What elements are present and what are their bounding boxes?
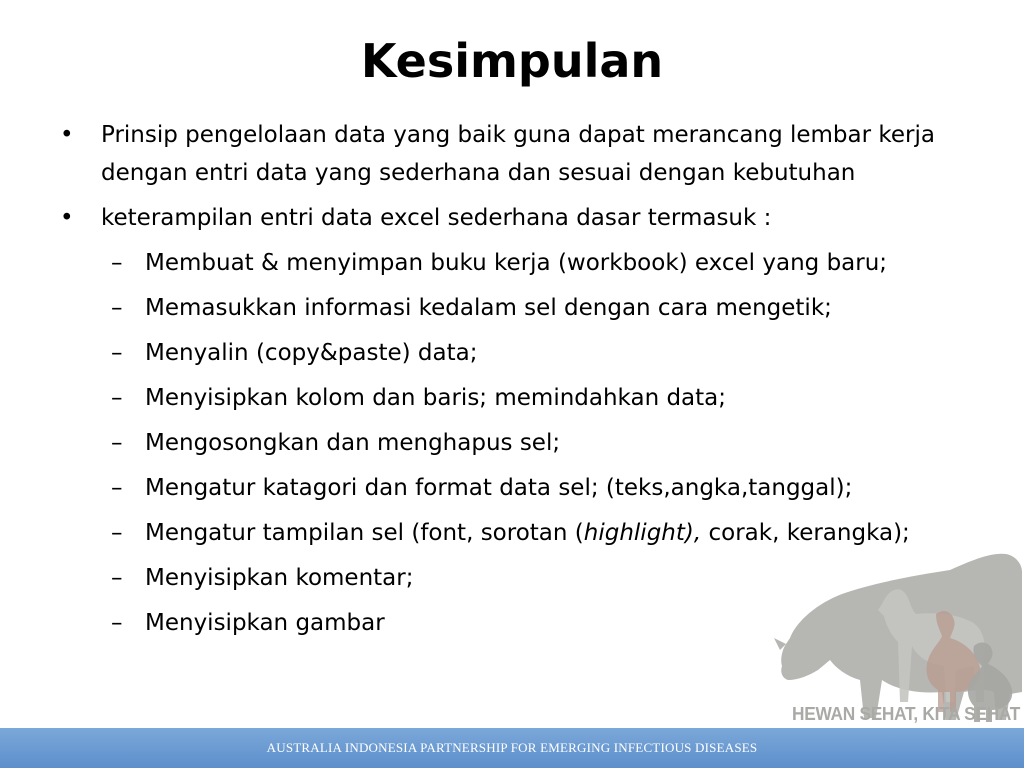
footer-text: AUSTRALIA INDONESIA PARTNERSHIP FOR EMERGING INFECTIOUS DISEASES — [266, 740, 758, 755]
list-item-text: Membuat & menyimpan buku kerja (workbook) excel yang baru; — [145, 250, 888, 276]
list-item — [0, 424, 1000, 462]
dash-marker: – — [111, 295, 123, 321]
list-item-text: Menyisipkan komentar; — [145, 565, 414, 591]
list-item-text: Menyalin (copy&paste) data; — [145, 340, 478, 366]
dash-marker: – — [111, 385, 123, 411]
list-item — [0, 514, 1000, 552]
list-item — [0, 604, 1000, 642]
list-item — [0, 289, 1000, 327]
list-item — [0, 199, 1000, 237]
list-item-text-part: corak, kerangka); — [701, 520, 910, 546]
slide-title: Kesimpulan — [360, 34, 664, 88]
list-item — [0, 116, 1000, 192]
bullet-marker: • — [60, 205, 74, 231]
footer-bar — [0, 728, 1024, 768]
bullet-marker: • — [60, 122, 74, 148]
list-item-text: Mengosongkan dan menghapus sel; — [145, 430, 561, 456]
list-item-text-part: Mengatur tampilan sel (font, sorotan ( — [145, 520, 584, 546]
dash-marker: – — [111, 520, 123, 546]
dash-marker: – — [111, 475, 123, 501]
dash-marker: – — [111, 565, 123, 591]
list-item-text: Memasukkan informasi kedalam sel dengan cara mengetik; — [145, 295, 832, 321]
bullet-list — [0, 116, 1000, 649]
list-item-text: Menyisipkan gambar — [145, 610, 385, 636]
dash-marker: – — [111, 430, 123, 456]
list-item-text: Menyisipkan kolom dan baris; memindahkan data; — [145, 385, 727, 411]
list-item-text: Mengatur katagori dan format data sel; (teks,angka,tanggal); — [145, 475, 853, 501]
list-item — [0, 559, 1000, 597]
watermark-caption: HEWAN SEHAT, KITA SEHAT — [792, 704, 1020, 724]
list-item-text — [145, 514, 1000, 552]
list-item — [0, 244, 1000, 282]
list-item — [0, 334, 1000, 372]
dash-marker: – — [111, 610, 123, 636]
list-item-text: Prinsip pengelolaan data yang baik guna dapat merancang lembar kerja dengan entri data yang sederhana dan sesuai dengan kebutuhan — [101, 122, 935, 186]
list-item-text: keterampilan entri data excel sederhana dasar termasuk : — [101, 205, 772, 231]
list-item — [0, 379, 1000, 417]
highlight-term: highlight), — [583, 520, 702, 546]
dash-marker: – — [111, 250, 123, 276]
list-item — [0, 469, 1000, 507]
dash-marker: – — [111, 340, 123, 366]
